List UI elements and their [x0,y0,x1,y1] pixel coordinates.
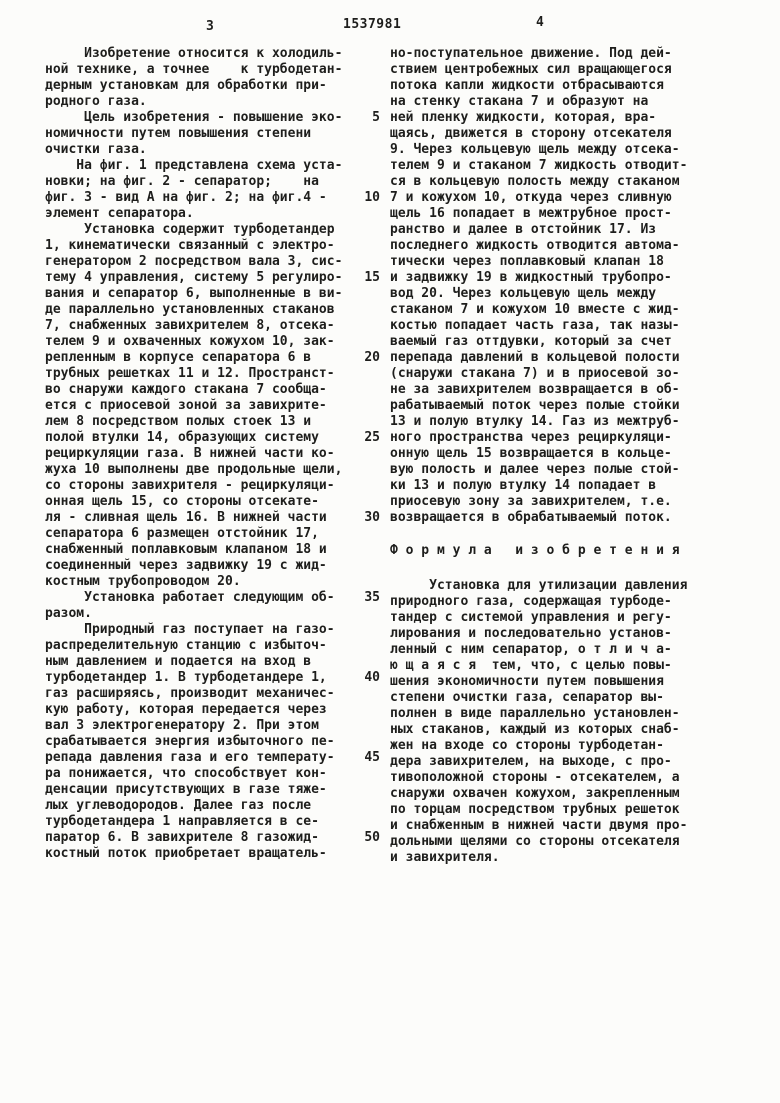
text-line: возвращается в обрабатываемый поток. [390,510,672,525]
text-line: распределительную станцию с избыточ- [45,638,327,653]
text-line: 1, кинематически связанный с электро- [45,238,335,253]
text-line: костным трубопроводом 20. [45,574,241,589]
patent-number: 1537981 [343,17,402,32]
text-line: турбодетандер 1. В турбодетандере 1, [45,670,327,685]
text-line: вал 3 электрогенератору 2. При этом [45,718,319,733]
text-line: ных стаканов, каждый из которых снаб- [390,722,680,737]
text-line: рабатываемый поток через полые стойки [390,398,680,413]
line-number: 20 [364,350,380,365]
line-number: 40 [364,670,380,685]
text-line: природного газа, содержащая турбоде- [390,594,672,609]
text-line: очистки газа. [45,142,147,157]
claims-text [390,578,698,866]
text-line: разом. [45,606,92,621]
text-line: ранство и далее в отстойник 17. Из [390,222,657,237]
text-line: лых углеводородов. Далее газ после [45,798,312,813]
text-line: ля - сливная щель 16. В нижней части [45,510,327,525]
text-line: телем 9 и стаканом 7 жидкость отводит- [390,158,688,173]
claims-heading: Ф о р м у л а и з о б р е т е н и я [390,543,680,558]
text-line: Установка для утилизации давления [390,578,688,593]
text-line: Установка работает следующим об- [45,590,335,605]
text-line: вую полость и далее через полые стой- [390,462,680,477]
line-number: 30 [364,510,380,525]
text-line: элемент сепаратора. [45,206,194,221]
text-line: дера завихрителем, на выходе, с про- [390,754,672,769]
right-column-text [390,46,698,866]
line-number: 25 [364,430,380,445]
line-number: 5 [372,110,380,125]
text-line: последнего жидкость отводится автома- [390,238,680,253]
line-number: 10 [364,190,380,205]
text-line: приосевую зону за завихрителем, т.е. [390,494,672,509]
text-line: родного газа. [45,94,147,109]
line-number: 45 [364,750,380,765]
text-line: рециркуляции газа. В нижней части ко- [45,446,335,461]
text-line: фиг. 3 - вид А на фиг. 2; на фиг.4 - [45,190,327,205]
text-line: полой втулки 14, образующих систему [45,430,319,445]
text-line: снабженный поплавковым клапаном 18 и [45,542,327,557]
text-line: репада давления газа и его температу- [45,750,335,765]
text-line: де параллельно установленных стаканов [45,302,335,317]
right-column-page-number: 4 [536,15,544,30]
text-line: срабатывается энергия избыточного пе- [45,734,335,749]
text-line: номичности путем повышения степени [45,126,312,141]
text-line: по торцам посредством трубных решеток [390,802,680,817]
text-line: стаканом 7 и кожухом 10 вместе с жид- [390,302,680,317]
text-line: со стороны завихрителя - рециркуляци- [45,478,335,493]
text-line: На фиг. 1 представлена схема уста- [45,158,343,173]
text-line: лем 8 посредством полых стоек 13 и [45,414,312,429]
text-line: генератором 2 посредством вала 3, сис- [45,254,343,269]
text-line: 7, снабженных завихрителем 8, отсека- [45,318,335,333]
text-line: ся в кольцевую полость между стаканом [390,174,680,189]
text-line: лирования и последовательно установ- [390,626,672,641]
text-line: онная щель 15, со стороны отсекате- [45,494,319,509]
text-line: снаружи охвачен кожухом, закрепленным [390,786,680,801]
text-line: новки; на фиг. 2 - сепаратор; на [45,174,319,189]
text-line: денсации присутствующих в газе тяже- [45,782,327,797]
text-line: сепаратора 6 размещен отстойник 17, [45,526,319,541]
text-line: ленный с ним сепаратор, о т л и ч а- [390,642,672,657]
text-line: костью попадает часть газа, так назы- [390,318,680,333]
text-line: ным давлением и подается на вход в [45,654,312,669]
text-line: вания и сепаратор 6, выполненные в ви- [45,286,343,301]
text-line: тему 4 управления, систему 5 регулиро- [45,270,343,285]
text-line: тивоположной стороны - отсекателем, а [390,770,680,785]
text-line: щаясь, движется в сторону отсекателя [390,126,672,141]
text-line: кую работу, которая передается через [45,702,327,717]
text-line: и задвижку 19 в жидкостный трубопро- [390,270,672,285]
line-number: 15 [364,270,380,285]
text-line: степени очистки газа, сепаратор вы- [390,690,664,705]
left-column-page-number: 3 [206,19,214,34]
text-line: жуха 10 выполнены две продольные щели, [45,462,343,477]
text-line: на стенку стакана 7 и образуют на [390,94,649,109]
text-line: но-поступательное движение. Под дей- [390,46,672,61]
text-line: шения экономичности путем повышения [390,674,664,689]
text-line: полнен в виде параллельно установлен- [390,706,680,721]
text-line: тически через поплавковый клапан 18 [390,254,664,269]
text-line: ю щ а я с я тем, что, с целью повы- [390,658,672,673]
text-line: Изобретение относится к холодиль- [45,46,343,61]
text-line: не за завихрителем возвращается в об- [390,382,680,397]
line-number: 50 [364,830,380,845]
line-number-gutter [352,46,380,856]
text-line: и завихрителя. [390,850,500,865]
text-line: жен на входе со стороны турбодетан- [390,738,664,753]
text-line: соединенный через задвижку 19 с жид- [45,558,327,573]
text-line: дерным установкам для обработки при- [45,78,327,93]
text-line: газ расширяясь, производит механичес- [45,686,335,701]
text-line: репленным в корпусе сепаратора 6 в [45,350,312,365]
text-line: ней пленку жидкости, которая, вра- [390,110,657,125]
text-line: ного пространства через рециркуляци- [390,430,672,445]
text-line: и снабженным в нижней части двумя про- [390,818,688,833]
text-line: вод 20. Через кольцевую щель между [390,286,657,301]
text-line: (снаружи стакана 7) и в приосевой зо- [390,366,680,381]
text-line: Установка содержит турбодетандер [45,222,335,237]
text-line: Природный газ поступает на газо- [45,622,335,637]
line-number: 35 [364,590,380,605]
text-line: трубных решетках 11 и 12. Пространст- [45,366,335,381]
text-line: ствием центробежных сил вращающегося [390,62,672,77]
text-line: ной технике, а точнее к турбодетан- [45,62,343,77]
left-column-text [45,46,353,862]
text-line: дольными щелями со стороны отсекателя [390,834,680,849]
text-line: костный поток приобретает вращатель- [45,846,327,861]
text-line: онную щель 15 возвращается в кольце- [390,446,672,461]
text-line: 13 и полую втулку 14. Газ из межтруб- [390,414,680,429]
text-line: телем 9 и охваченных кожухом 10, зак- [45,334,335,349]
text-line: ваемый газ оттдувки, который за счет [390,334,672,349]
text-line: паратор 6. В завихрителе 8 газожид- [45,830,319,845]
text-line: щель 16 попадает в межтрубное прост- [390,206,672,221]
text-line: 9. Через кольцевую щель между отсека- [390,142,680,157]
text-line: ра понижается, что способствует кон- [45,766,327,781]
text-line: 7 и кожухом 10, откуда через сливную [390,190,672,205]
text-line: тандер с системой управления и регу- [390,610,672,625]
description-continuation [390,46,698,526]
text-line: ки 13 и полую втулку 14 попадает в [390,478,657,493]
text-line: во снаружи каждого стакана 7 сообща- [45,382,327,397]
text-line: потока капли жидкости отбрасываются [390,78,664,93]
text-line: ется с приосевой зоной за завихрите- [45,398,327,413]
text-line: перепада давлений в кольцевой полости [390,350,680,365]
text-line: турбодетандера 1 направляется в се- [45,814,319,829]
text-line: Цель изобретения - повышение эко- [45,110,343,125]
